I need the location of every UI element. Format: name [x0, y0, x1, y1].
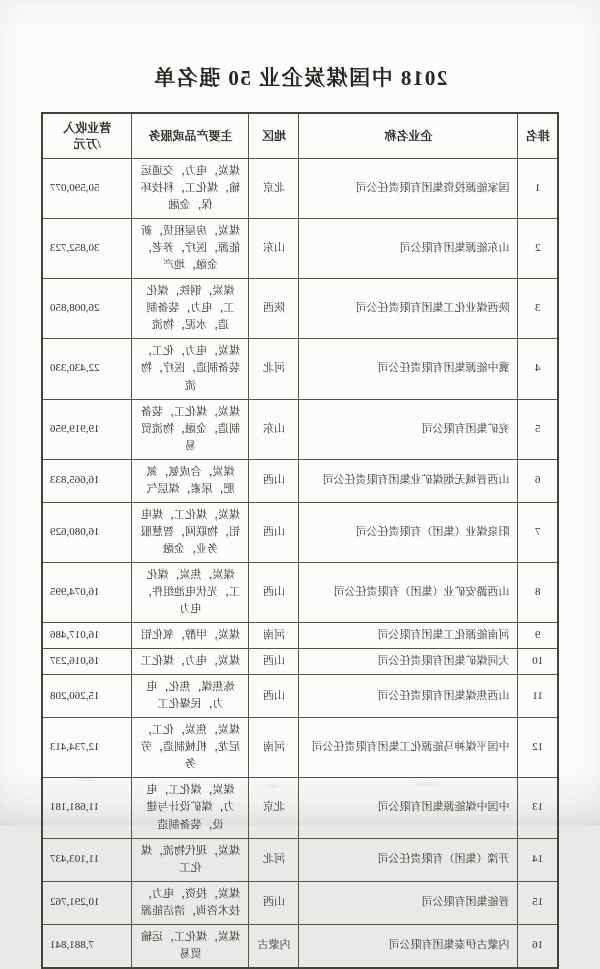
- region-cell: 山西: [249, 649, 299, 675]
- company-name-cell: 山西潞安矿业（集团）有限责任公司: [299, 562, 518, 622]
- table-row: [42, 649, 558, 675]
- revenue-cell: 10,291,762: [42, 881, 132, 924]
- revenue-cell: 19,919,956: [42, 399, 132, 459]
- products-cell: 煤炭，合成氨，氮肥，尿素，煤层气: [132, 459, 249, 502]
- header-products: 主要产品或服务: [132, 113, 249, 159]
- table-row: [42, 159, 558, 219]
- products-cell: 煤炭，焦炭，煤化工，光伏电池组件，电力: [132, 562, 249, 622]
- company-name-cell: 晋能集团有限公司: [299, 881, 518, 924]
- products-cell: 煤炭，煤化工，煤电铝，物联网，智慧服务业，金融: [132, 502, 249, 562]
- table-row: [42, 881, 558, 924]
- region-cell: 内蒙古: [249, 924, 299, 968]
- region-cell: 河北: [249, 339, 299, 399]
- company-name-cell: 山西晋城无烟煤矿业集团有限责任公司: [299, 459, 518, 502]
- revenue-cell: 11,681,181: [42, 778, 132, 838]
- products-cell: 煤炭，焦炭，化工，尼龙，机械制造，劳务: [132, 718, 249, 778]
- products-cell: 煤炭，电力，化工，装备制造，医疗，物流: [132, 339, 249, 399]
- region-cell: 山西: [249, 502, 299, 562]
- table-row: [42, 718, 558, 778]
- rank-cell: 12: [518, 718, 558, 778]
- company-name-cell: 开滦（集团）有限责任公司: [299, 838, 518, 881]
- company-name-cell: 大同煤矿集团有限责任公司: [299, 649, 518, 675]
- rank-cell: 3: [518, 279, 558, 339]
- header-company-name: 企业名称: [299, 113, 518, 159]
- rank-cell: 9: [518, 623, 558, 649]
- table-row: [42, 562, 558, 622]
- table-row: [42, 399, 558, 459]
- rank-cell: 13: [518, 778, 558, 838]
- company-name-cell: 山东能源集团有限公司: [299, 219, 518, 279]
- table-row: [42, 279, 558, 339]
- header-revenue-line1: 营业收入: [63, 120, 112, 135]
- region-cell: 山东: [249, 219, 299, 279]
- table-row: [42, 623, 558, 649]
- products-cell: 煤炭，煤化工，运输贸易: [132, 924, 249, 968]
- region-cell: 北京: [249, 159, 299, 219]
- region-cell: 山西: [249, 675, 299, 718]
- company-name-cell: 中国平煤神马能源化工集团有限责任公司: [299, 718, 518, 778]
- rank-cell: 11: [518, 675, 558, 718]
- revenue-cell: 15,260,208: [42, 675, 132, 718]
- products-cell: 煤炭，钢铁，煤化工，电力，装备制造，水泥，物流: [132, 279, 249, 339]
- company-name-cell: 阳泉煤业（集团）有限责任公司: [299, 502, 518, 562]
- revenue-cell: 16,074,995: [42, 562, 132, 622]
- table-row: [42, 778, 558, 838]
- rank-cell: 15: [518, 881, 558, 924]
- region-cell: 陕西: [249, 279, 299, 339]
- region-cell: 山西: [249, 881, 299, 924]
- region-cell: 山西: [249, 562, 299, 622]
- company-name-cell: 山西焦煤集团有限责任公司: [299, 675, 518, 718]
- table-header: [42, 113, 558, 159]
- rank-cell: 16: [518, 924, 558, 968]
- company-name-cell: 国家能源投资集团有限责任公司: [299, 159, 518, 219]
- revenue-cell: 7,881,841: [42, 924, 132, 968]
- revenue-cell: 22,430,330: [42, 339, 132, 399]
- revenue-cell: 16,017,486: [42, 623, 132, 649]
- products-cell: 煤炭，投资，电力，技术咨询，清洁能源: [132, 881, 249, 924]
- company-name-cell: 陕西煤业化工集团有限责任公司: [299, 279, 518, 339]
- products-cell: 炼焦煤，焦化，电力，民爆化工: [132, 675, 249, 718]
- revenue-cell: 16,016,237: [42, 649, 132, 675]
- table-row: [42, 838, 558, 881]
- revenue-cell: 16,665,833: [42, 459, 132, 502]
- company-name-cell: 中国中煤能源集团有限公司: [299, 778, 518, 838]
- products-cell: 煤炭，房屋租赁，新能源，医疗，养老，金融，地产: [132, 219, 249, 279]
- revenue-cell: 12,734,413: [42, 718, 132, 778]
- revenue-cell: 26,008,850: [42, 279, 132, 339]
- region-cell: 河南: [249, 623, 299, 649]
- coal-top50-table: [41, 112, 559, 969]
- region-cell: 北京: [249, 778, 299, 838]
- revenue-cell: 50,590,077: [42, 159, 132, 219]
- products-cell: 煤炭，现代物流，煤化工: [132, 838, 249, 881]
- products-cell: 煤炭，煤化工，电力，煤矿设计与建设，装备制造: [132, 778, 249, 838]
- rank-cell: 2: [518, 219, 558, 279]
- table-row: [42, 339, 558, 399]
- table-row: [42, 459, 558, 502]
- table-row: [42, 924, 558, 968]
- products-cell: 煤炭，电力，煤化工: [132, 649, 249, 675]
- revenue-cell: 30,852,723: [42, 219, 132, 279]
- products-cell: 煤炭，煤化工，装备制造，金融，物流贸易: [132, 399, 249, 459]
- company-name-cell: 兖矿集团有限公司: [299, 399, 518, 459]
- page-title: 2018 中国煤炭企业 50 强名单: [152, 66, 448, 90]
- rank-cell: 7: [518, 502, 558, 562]
- revenue-cell: 11,103,437: [42, 838, 132, 881]
- scan-smudge: [414, 782, 440, 786]
- rank-cell: 5: [518, 399, 558, 459]
- header-region: 地区: [249, 113, 299, 159]
- region-cell: 山西: [249, 459, 299, 502]
- header-rank: 排名: [518, 113, 558, 159]
- revenue-cell: 16,080,629: [42, 502, 132, 562]
- rank-cell: 10: [518, 649, 558, 675]
- header-revenue-line2: /万元: [73, 137, 101, 151]
- rank-cell: 6: [518, 459, 558, 502]
- region-cell: 河北: [249, 838, 299, 881]
- company-name-cell: 冀中能源集团有限责任公司: [299, 339, 518, 399]
- products-cell: 煤炭，甲醇，氧化铝: [132, 623, 249, 649]
- scan-smudge: [268, 784, 280, 788]
- rank-cell: 4: [518, 339, 558, 399]
- region-cell: 山东: [249, 399, 299, 459]
- company-name-cell: 河南能源化工集团有限公司: [299, 623, 518, 649]
- scan-smudge: [77, 778, 95, 781]
- table-row: [42, 502, 558, 562]
- rank-cell: 1: [518, 159, 558, 219]
- table-row: [42, 219, 558, 279]
- table-body: [42, 159, 558, 968]
- rank-cell: 14: [518, 838, 558, 881]
- table-row: [42, 675, 558, 718]
- products-cell: 煤炭，电力，交通运输，煤化工，科技环保，金融: [132, 159, 249, 219]
- header-row: [42, 113, 558, 159]
- region-cell: 河南: [249, 718, 299, 778]
- header-revenue: [42, 113, 132, 159]
- company-name-cell: 内蒙古伊泰集团有限公司: [299, 924, 518, 968]
- rank-cell: 8: [518, 562, 558, 622]
